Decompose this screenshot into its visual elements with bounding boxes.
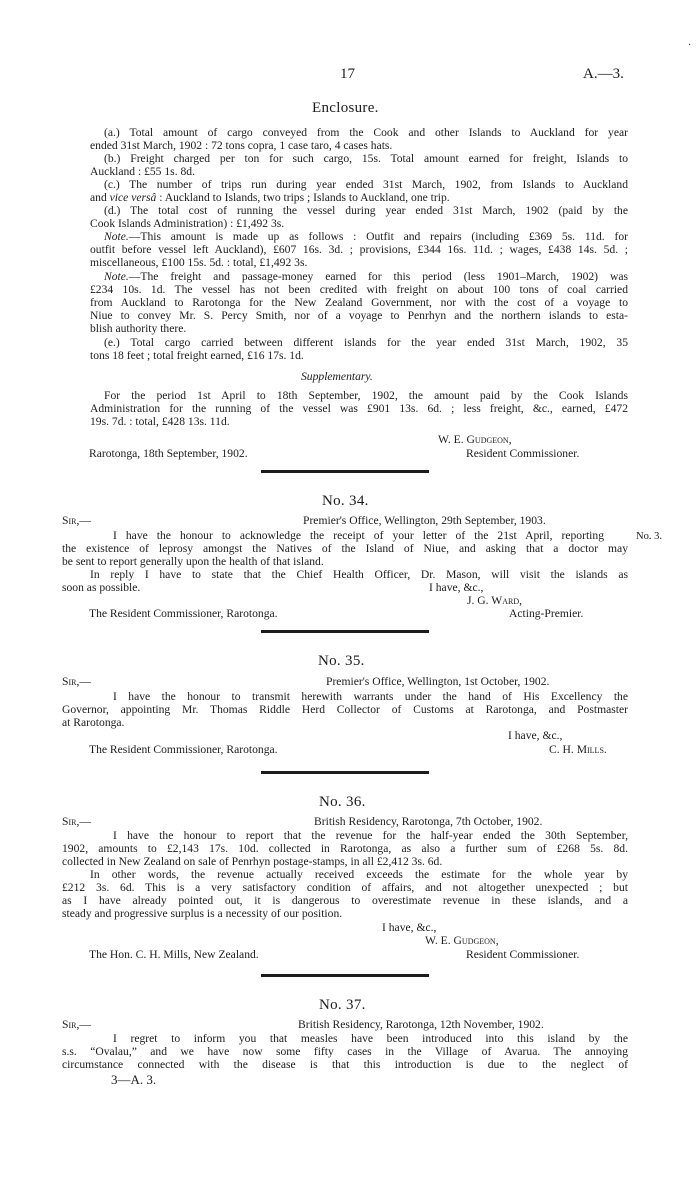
letter-35-signatory: C. H. Mills.: [549, 743, 607, 756]
letter-35-line: Governor, appointing Mr. Thomas Riddle Herd Collector of Customs at Rarotonga, and Postmaster: [62, 703, 628, 716]
letter-36-line: £212 3s. 6d. This is a very satisfactory condition of affairs, and not altogether unexpected ; but: [62, 881, 628, 894]
letter-34-line: In reply I have to state that the Chief Health Officer, Dr. Mason, will visit the islands as: [90, 568, 628, 581]
enclosure-line: (d.) The total cost of running the vessel during year ended 31st March, 1902 (paid by the: [104, 204, 628, 217]
letter-37-line: s.s. “Ovalau,” and we have now some fifty cases in the Village of Avarua. The annoying: [62, 1045, 628, 1058]
enclosure-line: (a.) Total amount of cargo conveyed from the Cook and other Islands to Auckland for year: [104, 126, 628, 139]
section-divider: [261, 630, 429, 633]
letter-34-line: I have the honour to acknowledge the receipt of your letter of the 21st April, reporting: [113, 529, 604, 542]
letter-35-address: Premier's Office, Wellington, 1st October, 1902.: [326, 675, 550, 688]
letter-34-recipient: The Resident Commissioner, Rarotonga.: [89, 607, 278, 620]
enclosure-line: tons 18 feet ; total freight earned, £16 17s. 1d.: [90, 349, 304, 362]
enclosure-line: outfit before vessel left Auckland), £607 16s. 3d. ; provisions, £344 16s. 11d. ; wages, £438 14s. 5d. ;: [90, 243, 628, 256]
letter-36-signatory: W. E. Gudgeon,: [425, 934, 499, 947]
margin-note: No. 3.: [636, 531, 662, 542]
letter-37-heading: No. 37.: [319, 997, 366, 1013]
letter-34-signatory: J. G. Ward,: [467, 594, 523, 607]
supplementary-line: Administration for the running of the vessel was £901 13s. 6d. ; less freight, &c., earned, £472: [90, 402, 628, 415]
enclosure-line: (b.) Freight charged per ton for such cargo, 15s. Total amount earned for freight, Islands to: [104, 152, 628, 165]
section-divider: [261, 771, 429, 774]
letter-34-heading: No. 34.: [322, 493, 369, 509]
enclosure-signatory-title: Resident Commissioner.: [466, 447, 580, 460]
letter-35-closing: I have, &c.,: [508, 729, 563, 742]
page-number: 17: [340, 66, 355, 82]
enclosure-line: £234 10s. 1d. The vessel has not been credited with freight on about 100 tons of coal carried: [90, 283, 628, 296]
letter-36-address: British Residency, Rarotonga, 7th October, 1902.: [314, 815, 543, 828]
letter-37-address: British Residency, Rarotonga, 12th November, 1902.: [298, 1018, 544, 1031]
supplementary-line: For the period 1st April to 18th September, 1902, the amount paid by the Cook Islands: [104, 389, 628, 402]
letter-36-heading: No. 36.: [319, 794, 366, 810]
letter-35-line: at Rarotonga.: [62, 716, 125, 729]
letter-35-line: I have the honour to transmit herewith warrants under the hand of His Excellency the: [113, 690, 628, 703]
letter-37-line: I regret to inform you that measles have been introduced into this island by the: [113, 1032, 628, 1045]
letter-36-salutation: Sir,—: [62, 815, 91, 828]
letter-36-closing: I have, &c.,: [382, 921, 437, 934]
letter-34-salutation: Sir,—: [62, 514, 91, 527]
letter-36-recipient: The Hon. C. H. Mills, New Zealand.: [89, 948, 259, 961]
letter-34-line: be sent to report generally upon the health of that island.: [62, 555, 324, 568]
document-reference: A.—3.: [583, 66, 624, 82]
section-divider: [261, 470, 429, 473]
edge-mark: ·: [688, 40, 692, 51]
letter-36-line: as I have already pointed out, it is dangerous to overestimate revenue in these islands, and a: [62, 894, 628, 907]
enclosure-line: Note.—This amount is made up as follows : Outfit and repairs (including £369 5s. 11d. for: [104, 230, 628, 243]
letter-36-line: In other words, the revenue actually received exceeds the estimate for the whole year by: [90, 868, 628, 881]
letter-37-salutation: Sir,—: [62, 1018, 91, 1031]
enclosure-line: ended 31st March, 1902 : 72 tons copra, 1 case taro, 4 cases hats.: [90, 139, 393, 152]
enclosure-line: (c.) The number of trips run during year ended 31st March, 1902, from Islands to Auckland: [104, 178, 628, 191]
letter-36-line: I have the honour to report that the revenue for the half-year ended the 30th September,: [113, 829, 628, 842]
enclosure-place-date: Rarotonga, 18th September, 1902.: [89, 447, 248, 460]
supplementary-heading: Supplementary.: [301, 370, 373, 383]
enclosure-line: and vice versâ : Auckland to Islands, two trips ; Islands to Auckland, one trip.: [90, 191, 450, 204]
section-divider: [261, 974, 429, 977]
letter-35-heading: No. 35.: [318, 653, 365, 669]
letter-36-line: steady and progressive surplus is a necessity of our position.: [62, 907, 343, 920]
letter-36-line: 1902, amounts to £2,143 17s. 10d. collected in Rarotonga, as also a further sum of £268 5s. 8d.: [62, 842, 628, 855]
supplementary-line: 19s. 7d. : total, £428 13s. 11d.: [90, 415, 230, 428]
enclosure-line: (e.) Total cargo carried between different islands for the year ended 31st March, 1902, 35: [104, 336, 628, 349]
enclosure-line: Note.—The freight and passage-money earned for this period (less 1901–March, 1902) was: [104, 270, 628, 283]
letter-36-signatory-title: Resident Commissioner.: [466, 948, 580, 961]
letter-34-closing: I have, &c.,: [429, 581, 484, 594]
letter-36-line: collected in New Zealand on sale of Penrhyn postage-stamps, in all £2,412 3s. 6d.: [62, 855, 443, 868]
letter-35-recipient: The Resident Commissioner, Rarotonga.: [89, 743, 278, 756]
enclosure-signatory: W. E. Gudgeon,: [438, 433, 512, 446]
enclosure-line: Auckland : £55 1s. 8d.: [90, 165, 195, 178]
enclosure-line: miscellaneous, £100 15s. 5d. : total, £1,492 3s.: [90, 256, 308, 269]
letter-37-line: circumstance connected with the disease is that this introduction is due to the neglect of: [62, 1058, 628, 1071]
enclosure-line: blish authority there.: [90, 322, 187, 335]
letter-34-signatory-title: Acting-Premier.: [509, 607, 584, 620]
letter-34-line: soon as possible.: [62, 581, 141, 594]
letter-34-address: Premier's Office, Wellington, 29th September, 1903.: [303, 514, 546, 527]
enclosure-heading: Enclosure.: [312, 100, 379, 116]
letter-34-line: the existence of leprosy amongst the Natives of the Island of Niue, and asking that a doctor may: [62, 542, 628, 555]
enclosure-line: from Auckland to Rarotonga for the New Zealand Government, nor with the cost of a voyage to: [90, 296, 628, 309]
letter-35-salutation: Sir,—: [62, 675, 91, 688]
enclosure-line: Niue to convey Mr. S. Percy Smith, nor of a voyage to Penrhyn and the northern islands to esta-: [90, 309, 628, 322]
enclosure-line: Cook Islands Administration) : £1,492 3s.: [90, 217, 285, 230]
signature-mark: 3—A. 3.: [111, 1072, 157, 1087]
